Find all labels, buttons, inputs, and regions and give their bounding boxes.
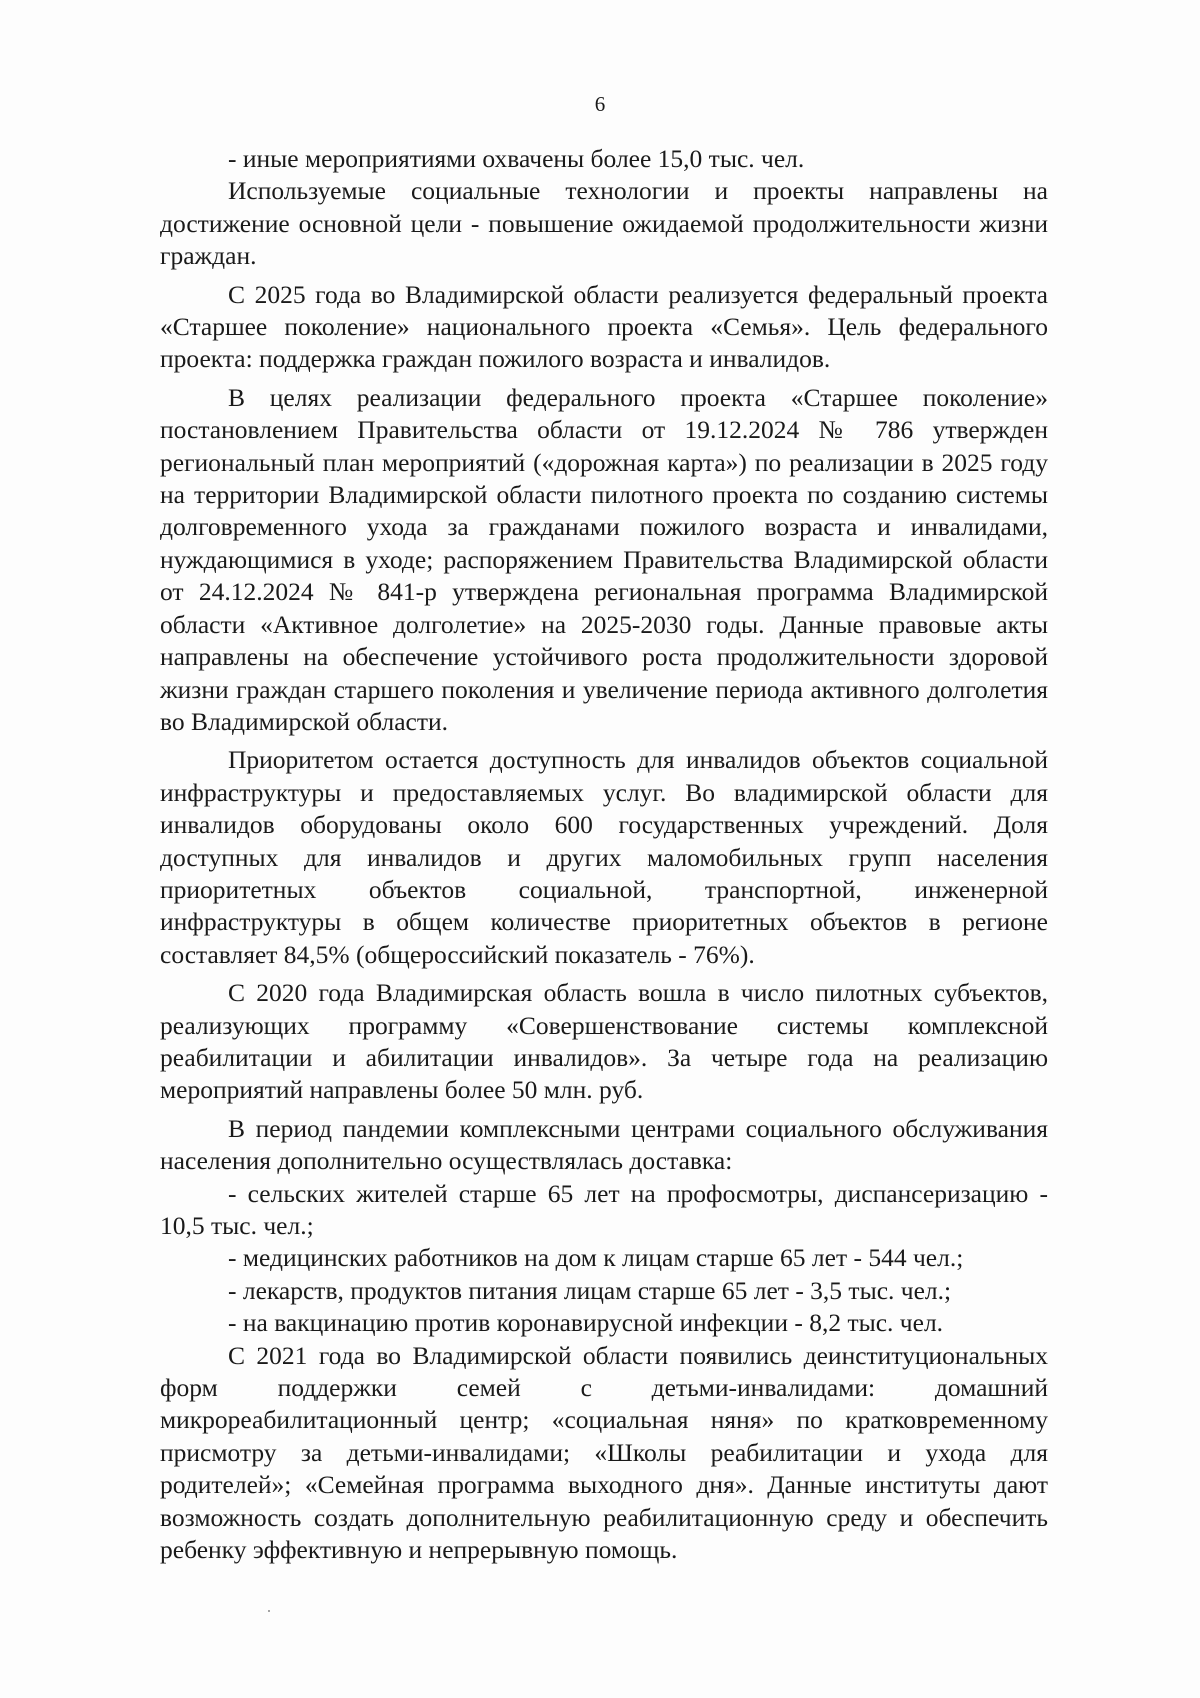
body-text	[160, 143, 1048, 1566]
paragraph-pandemic: В период пандемии комплексными центрами социального обслуживания населения дополнительно осуществлялась доставка:	[160, 1113, 1048, 1176]
list-item-vaccination: - на вакцинацию против коронавирусной инфекции - 8,2 тыс. чел.	[228, 1308, 944, 1338]
paragraph-accessibility: Приоритетом остается доступность для инвалидов объектов социальной инфраструктуры и предоставляемых услуг. Во владимирской области для инвалидов оборудованы около 600 государственных учреждений. Доля доступных для инвалидов и других маломобильных групп населения приоритетных объектов социальной, транспортной, инженерной инфраструктуры в общем количестве приоритетных объектов в регионе составляет 84,5% (общероссийский показатель - 76%).	[160, 745, 1048, 969]
paragraph-family-support: С 2021 года во Владимирской области появились деинституциональных форм поддержки семей с детьми-инвалидами: домашний микрореабилитационный центр; «социальная няня» по кратковременному присмотру за детьми-инвалидами; «Школы реабилитации и ухода для родителей»; «Семейная программа выходного дня». Данные институты дают возможность создать дополнительную реабилитационную среду и обеспечить ребенку эффективную и непрерывную помощь.	[160, 1340, 1048, 1565]
paragraph-other-events: - иные мероприятиями охвачены более 15,0 тыс. чел.	[228, 144, 805, 173]
paragraph-pilot-program: С 2020 года Владимирская область вошла в число пилотных субъектов, реализующих программу «Совершенствование системы комплексной реабилитации и абилитации инвалидов». За четыре года на реализацию мероприятий направлены более 50 млн. руб.	[160, 978, 1048, 1105]
list-item-medicines: - лекарств, продуктов питания лицам старше 65 лет - 3,5 тыс. чел.;	[228, 1275, 952, 1305]
list-item-medical-workers: - медицинских работников на дом к лицам старше 65 лет - 544 чел.;	[228, 1243, 964, 1273]
paragraph-social-technologies: Используемые социальные технологии и проекты направлены на достижение основной цели - повышение ожидаемой продолжительности жизни граждан.	[160, 176, 1048, 271]
scan-speck	[268, 1610, 270, 1612]
list-item-rural-residents: - сельских жителей старше 65 лет на профосмотры, диспансеризацию - 10,5 тыс. чел.;	[160, 1178, 1048, 1240]
paragraph-legal-acts: В целях реализации федерального проекта «Старшее поколение» постановлением Правительства области от 19.12.2024 № 786 утвержден региональный план мероприятий («дорожная карта») по реализации в 2025 году на территории Владимирской области пилотного проекта по созданию системы долговременного ухода за гражданами пожилого возраста и инвалидами, нуждающимися в уходе; распоряжением Правительства Владимирской области от 24.12.2024 № 841-р утверждена региональная программа Владимирской области «Активное долголетие» на 2025-2030 годы. Данные правовые акты направлены на обеспечение устойчивого роста продолжительности здоровой жизни граждан старшего поколения и увеличение периода активного долголетия во Владимирской области.	[160, 382, 1048, 736]
paragraph-federal-project: С 2025 года во Владимирской области реализуется федеральный проекта «Старшее поколение» национального проекта «Семья». Цель федерального проекта: поддержка граждан пожилого возраста и инвалидов.	[160, 279, 1048, 374]
page-number: 6	[594, 92, 606, 116]
